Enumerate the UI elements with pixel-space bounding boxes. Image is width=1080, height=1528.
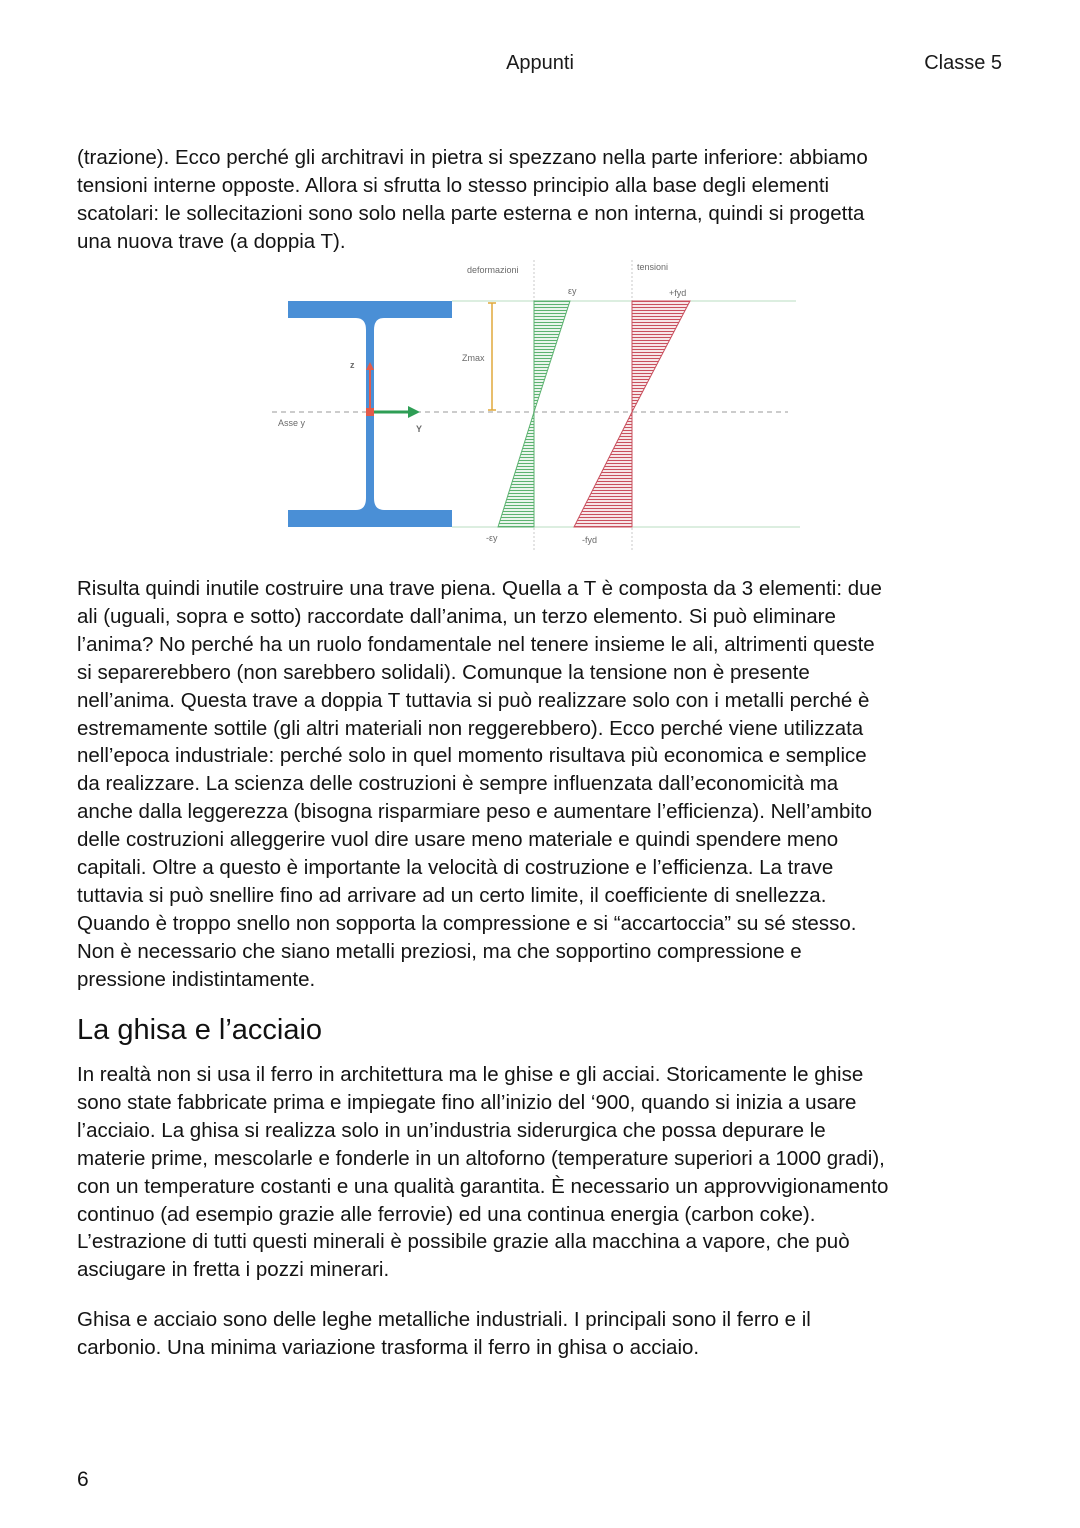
- text-line: carbonio. Una minima variazione trasforma il ferro in ghisa o acciaio.: [77, 1335, 700, 1359]
- text-line: tuttavia si può snellire fino ad arrivare ad un certo limite, il coefficiente di snellezza.: [77, 883, 827, 907]
- label-z: z: [350, 360, 355, 370]
- label-axis-y: Asse y: [278, 418, 306, 428]
- y-arrow-head: [408, 406, 420, 418]
- text-line: estremamente sottile (gli altri materiali non reggerebbero). Ecco perché viene utilizzata: [77, 716, 864, 740]
- text-line: continuo (ad esempio grazie alle ferrovie) ed una continua energia (carbon coke).: [77, 1202, 816, 1226]
- paragraph-intro: [77, 144, 1012, 256]
- section-heading: La ghisa e l’acciaio: [77, 1014, 323, 1046]
- text-line: tensioni interne opposte. Allora si sfrutta lo stesso principio alla base degli elementi: [77, 173, 830, 197]
- strain-triangle-bottom: [498, 412, 534, 527]
- label-fyd-bottom: -fyd: [582, 535, 598, 545]
- text-line: In realtà non si usa il ferro in architettura ma le ghise e gli acciai. Storicamente le ghise: [77, 1063, 864, 1086]
- text-line: l’acciaio. La ghisa si realizza solo in un’industria siderurgica che possa depurare le: [77, 1118, 826, 1142]
- text-line: anche dalla leggerezza (bisogna risparmiare peso e aumentare l’efficienza). Nell’ambito: [77, 800, 872, 824]
- text-line: ali (uguali, sopra e sotto) raccordate dall’anima, un terzo elemento. Si può eliminare: [77, 604, 836, 628]
- text-line: nell’anima. Questa trave a doppia T tuttavia si può realizzare solo con i metalli perché è: [77, 688, 870, 712]
- text-line: delle costruzioni alleggerire vuol dire usare meno materiale e quindi spendere meno: [77, 828, 839, 852]
- stress-triangle-bottom: [574, 412, 632, 527]
- text-line: Ghisa e acciaio sono delle leghe metalliche industriali. I principali sono il ferro e il: [77, 1308, 811, 1331]
- text-line: l’anima? No perché ha un ruolo fondamentale nel tenere insieme le ali, altrimenti queste: [77, 632, 875, 656]
- text-line: una nuova trave (a doppia T).: [77, 229, 346, 253]
- text-line: Quando è troppo snello non sopporta la compressione e si “accartoccia” su sé stesso.: [77, 911, 857, 935]
- page-number: 6: [77, 1468, 89, 1491]
- label-zmax: Zmax: [462, 353, 485, 363]
- text-line: L’estrazione di tutti questi minerali è possibile grazie alla macchina a vapore, che può: [77, 1230, 850, 1254]
- text-line: da realizzare. La scienza delle costruzioni è sempre influenzata dall’economicità ma: [77, 772, 839, 796]
- stress-triangle-top: [632, 301, 690, 412]
- text-line: si separerebbero (non sarebbero solidali). Comunque la tensione non è presente: [77, 660, 810, 684]
- text-line: capitali. Oltre a questo è importante la velocità di costruzione e l’efficienza. La trave: [77, 856, 834, 880]
- paragraph-alloys: [77, 1306, 1012, 1362]
- label-stresses: tensioni: [637, 262, 669, 272]
- text-line: scatolari: le sollecitazioni sono solo nella parte esterna e non interna, quindi si progetta: [77, 201, 865, 225]
- label-strain-top: εy: [568, 286, 577, 296]
- label-deformations: deformazioni: [467, 265, 519, 275]
- text-line: pressione indistintamente.: [77, 967, 316, 991]
- text-line: nell’epoca industriale: perché solo in quel momento risultava più economica e semplice: [77, 744, 867, 768]
- text-line: Non è necessario che siano metalli preziosi, ma che sopportino compressione e: [77, 939, 802, 963]
- paragraph-beam: [77, 575, 1012, 994]
- label-y: Y: [416, 424, 423, 434]
- text-line: materie prime, mescolarle e fonderle in un altoforno (temperature superiori a 1000 gradi),: [77, 1146, 885, 1170]
- text-line: asciugare in fretta i pozzi minerari.: [77, 1258, 390, 1282]
- strain-triangle-top: [534, 301, 570, 412]
- header-class-label: Classe 5: [924, 52, 1002, 74]
- beam-stress-diagram: [272, 258, 804, 554]
- origin-marker: [366, 408, 374, 416]
- paragraph-cast-iron: [77, 1061, 1012, 1284]
- text-line: (trazione). Ecco perché gli architravi in pietra si spezzano nella parte inferiore: abbiamo: [77, 146, 868, 169]
- text-line: con un temperature costanti e una qualità garantita. È necessario un approvvigionamento: [77, 1174, 889, 1198]
- header-title: Appunti: [506, 52, 574, 74]
- text-line: Risulta quindi inutile costruire una trave piena. Quella a T è composta da 3 elementi: due: [77, 577, 882, 600]
- label-strain-bottom: -εy: [486, 533, 498, 543]
- text-line: sono state fabbricate prima e impiegate fino all’inizio del ‘900, quando si inizia a usare: [77, 1090, 857, 1114]
- label-fyd-top: +fyd: [669, 288, 687, 298]
